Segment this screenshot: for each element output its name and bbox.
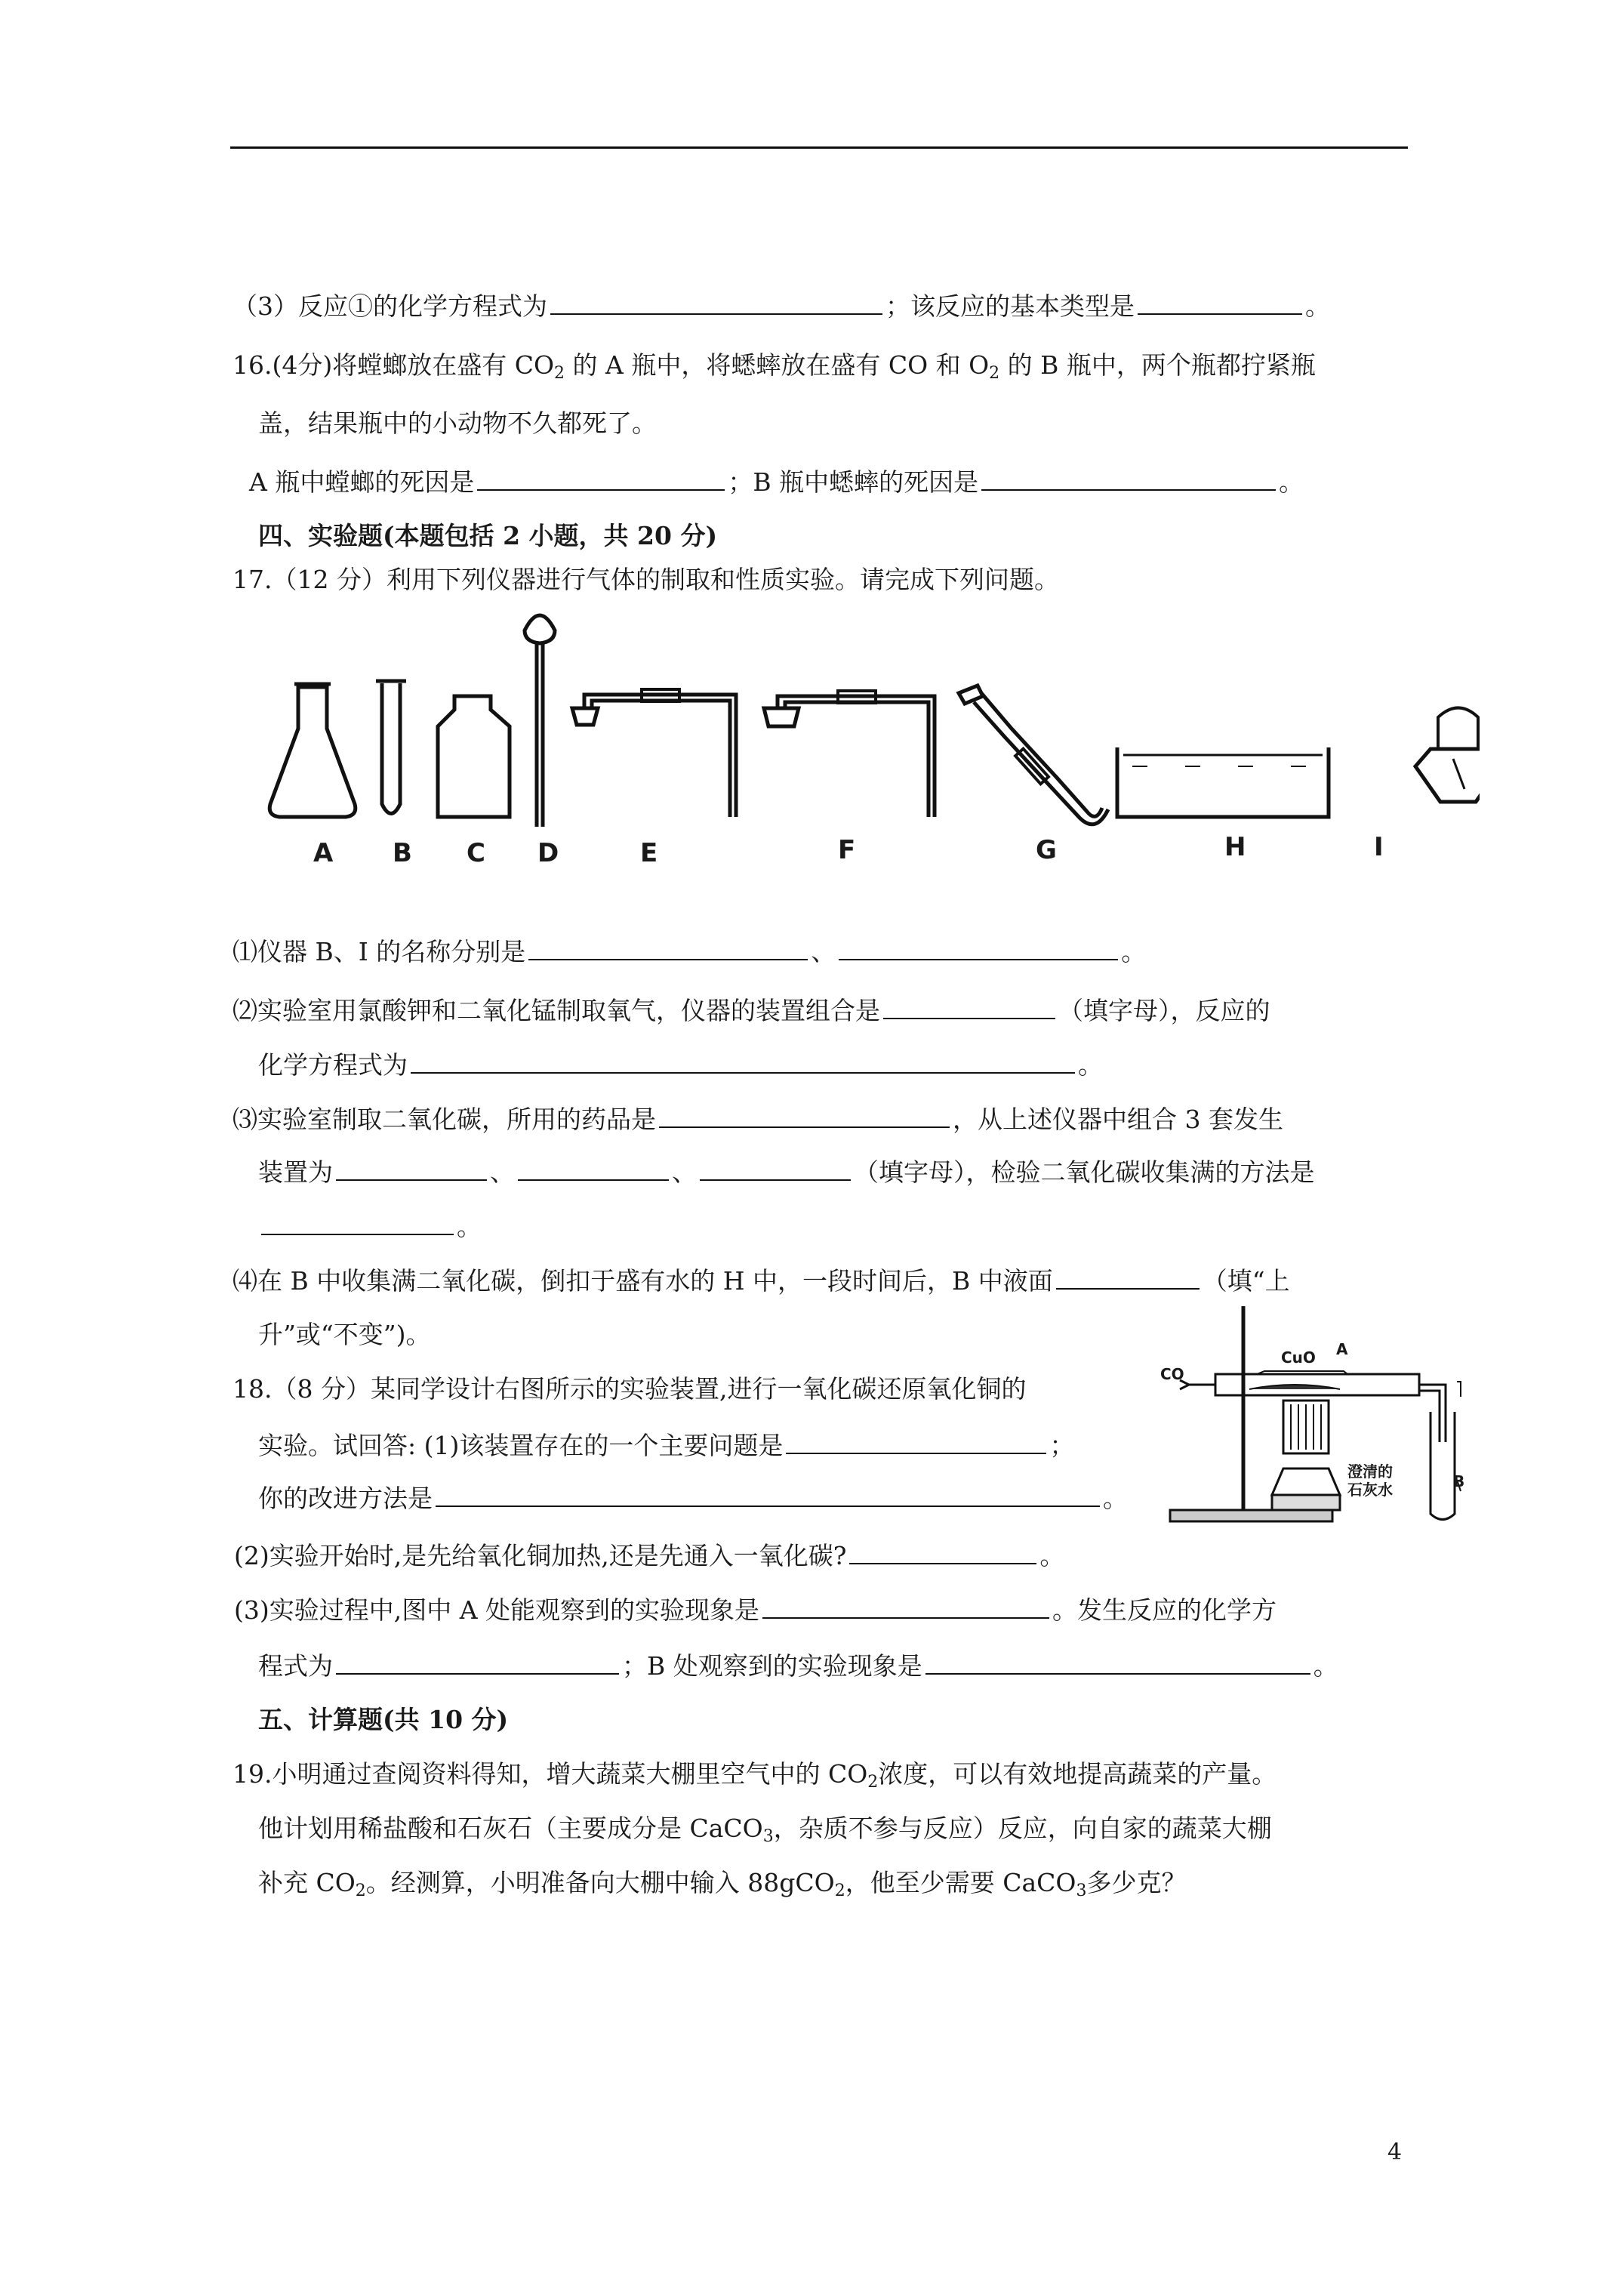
fig-label-a: A bbox=[1336, 1340, 1348, 1358]
q17-part3-line2: 装置为 、 、 （填字母），检验二氧化碳收集满的方法是 bbox=[258, 1157, 1315, 1187]
label-H: H bbox=[1224, 832, 1246, 862]
answer-blank[interactable] bbox=[925, 1650, 1310, 1675]
answer-blank[interactable] bbox=[849, 1540, 1036, 1564]
q17-part2-line1: ⑵实验室用氯酸钾和二氧化锰制取氧气，仪器的装置组合是 （填字母），反应的 bbox=[233, 996, 1270, 1025]
q17-part4-line1: ⑷在 B 中收集满二氧化碳，倒扣于盛有水的 H 中，一段时间后，B 中液面 （填“上 bbox=[233, 1266, 1290, 1296]
q18-line3: 你的改进方法是 。 bbox=[258, 1484, 1128, 1513]
answer-blank[interactable] bbox=[659, 1104, 950, 1128]
answer-blank[interactable] bbox=[700, 1157, 851, 1181]
label-C: C bbox=[467, 838, 485, 868]
conical-flask-A bbox=[269, 687, 356, 817]
answer-blank[interactable] bbox=[883, 995, 1055, 1019]
q18-line1: 18.（8 分）某同学设计右图所示的实验装置,进行一氧化碳还原氧化铜的 bbox=[233, 1374, 1027, 1404]
answer-blank[interactable] bbox=[1056, 1265, 1200, 1290]
label-E: E bbox=[640, 838, 658, 868]
q19-line2: 他计划用稀盐酸和石灰石（主要成分是 CaCO$_3$，杂质不参与反应）反应，向自家的蔬菜大棚 bbox=[258, 1814, 1272, 1846]
q16-line3: A 瓶中螳螂的死因是 ；B 瓶中蟋蟀的死因是 。 bbox=[249, 467, 1304, 497]
q17-part4-line2: 升”或“不变”)。 bbox=[258, 1320, 431, 1349]
answer-blank[interactable] bbox=[261, 1211, 454, 1235]
q18-line5: (3)实验过程中,图中 A 处能观察到的实验现象是 。发生反应的化学方 bbox=[234, 1595, 1277, 1625]
answer-blank[interactable] bbox=[528, 936, 808, 960]
q16-line1: 16.(4分)将螳螂放在盛有 $CO_2$ 的 A 瓶中，将蟋蟀放在盛有 CO 和 $O_2$ 的 B 瓶中，两个瓶都拧紧瓶 bbox=[233, 350, 1316, 383]
label-G: G bbox=[1036, 835, 1057, 865]
label-A: A bbox=[313, 838, 334, 868]
fig-label-limewater-1: 澄清的 bbox=[1347, 1462, 1393, 1481]
thistle-funnel-D bbox=[525, 615, 555, 643]
apparatus-figure bbox=[257, 604, 1480, 853]
water-trough-H bbox=[1117, 747, 1329, 817]
gas-jar-C bbox=[438, 696, 510, 817]
fig-label-limewater-2: 石灰水 bbox=[1347, 1481, 1393, 1499]
answer-blank[interactable] bbox=[1138, 291, 1302, 315]
q15-part3: （3）反应①的化学方程式为 ；该反应的基本类型是 。 bbox=[233, 291, 1330, 321]
answer-blank[interactable] bbox=[762, 1595, 1049, 1619]
q18-line2: 实验。试回答: (1)该装置存在的一个主要问题是 ； bbox=[258, 1431, 1075, 1460]
test-tube-B bbox=[382, 683, 400, 814]
q16-line2: 盖，结果瓶中的小动物不久都死了。 bbox=[258, 408, 657, 438]
q17-part1: ⑴仪器 B、I 的名称分别是 、 。 bbox=[233, 937, 1147, 966]
answer-blank[interactable] bbox=[411, 1049, 1075, 1074]
label-F: F bbox=[838, 835, 856, 865]
q19-line1: 19.小明通过查阅资料得知，增大蔬菜大棚里空气中的 $CO_2$浓度，可以有效地提高蔬菜的产量。 bbox=[233, 1759, 1277, 1792]
fig-label-cuo: CuO bbox=[1281, 1348, 1316, 1367]
delivery-tube-G bbox=[959, 686, 983, 704]
answer-blank[interactable] bbox=[839, 936, 1118, 960]
section-4-heading: 四、实验题(本题包括 2 小题，共 20 分) bbox=[258, 521, 718, 550]
fig-label-b: B bbox=[1453, 1472, 1465, 1490]
alcohol-lamp-I bbox=[1415, 749, 1480, 802]
stopper-tube-E bbox=[572, 708, 598, 725]
answer-blank[interactable] bbox=[336, 1650, 619, 1675]
answer-blank[interactable] bbox=[981, 467, 1276, 491]
section-5-heading: 五、计算题(共 10 分) bbox=[258, 1705, 509, 1734]
q17-part3-line1: ⑶实验室制取二氧化碳，所用的药品是 ，从上述仪器中组合 3 套发生 bbox=[233, 1105, 1283, 1134]
q17-part2-line2: 化学方程式为 。 bbox=[258, 1050, 1103, 1080]
header-rule bbox=[230, 146, 1408, 149]
stopper-tube-F bbox=[764, 708, 799, 726]
q19-line3: 补充 $CO_2$。经测算，小明准备向大棚中输入 88gCO$_2$，他至少需要 CaCO$_3$多少克？ bbox=[258, 1868, 1187, 1900]
answer-blank[interactable] bbox=[518, 1157, 669, 1181]
answer-blank[interactable] bbox=[477, 467, 725, 491]
fig-label-co: CO bbox=[1160, 1365, 1184, 1383]
label-B: B bbox=[393, 838, 412, 868]
q17-part3-line3: 。 bbox=[258, 1211, 482, 1242]
answer-blank[interactable] bbox=[436, 1483, 1100, 1507]
page-number: 4 bbox=[1387, 2139, 1403, 2165]
q18-line6: 程式为 ；B 处观察到的实验现象是 。 bbox=[258, 1651, 1338, 1681]
label-I: I bbox=[1374, 832, 1384, 862]
label-D: D bbox=[537, 838, 559, 868]
co-reduction-apparatus bbox=[1159, 1299, 1476, 1533]
q17-intro: 17.（12 分）利用下列仪器进行气体的制取和性质实验。请完成下列问题。 bbox=[233, 565, 1059, 594]
answer-blank[interactable] bbox=[786, 1430, 1046, 1454]
q18-line4: (2)实验开始时,是先给氧化铜加热,还是先通入一氧化碳? 。 bbox=[234, 1541, 1065, 1570]
answer-blank[interactable] bbox=[336, 1157, 487, 1181]
answer-blank[interactable] bbox=[550, 291, 882, 315]
